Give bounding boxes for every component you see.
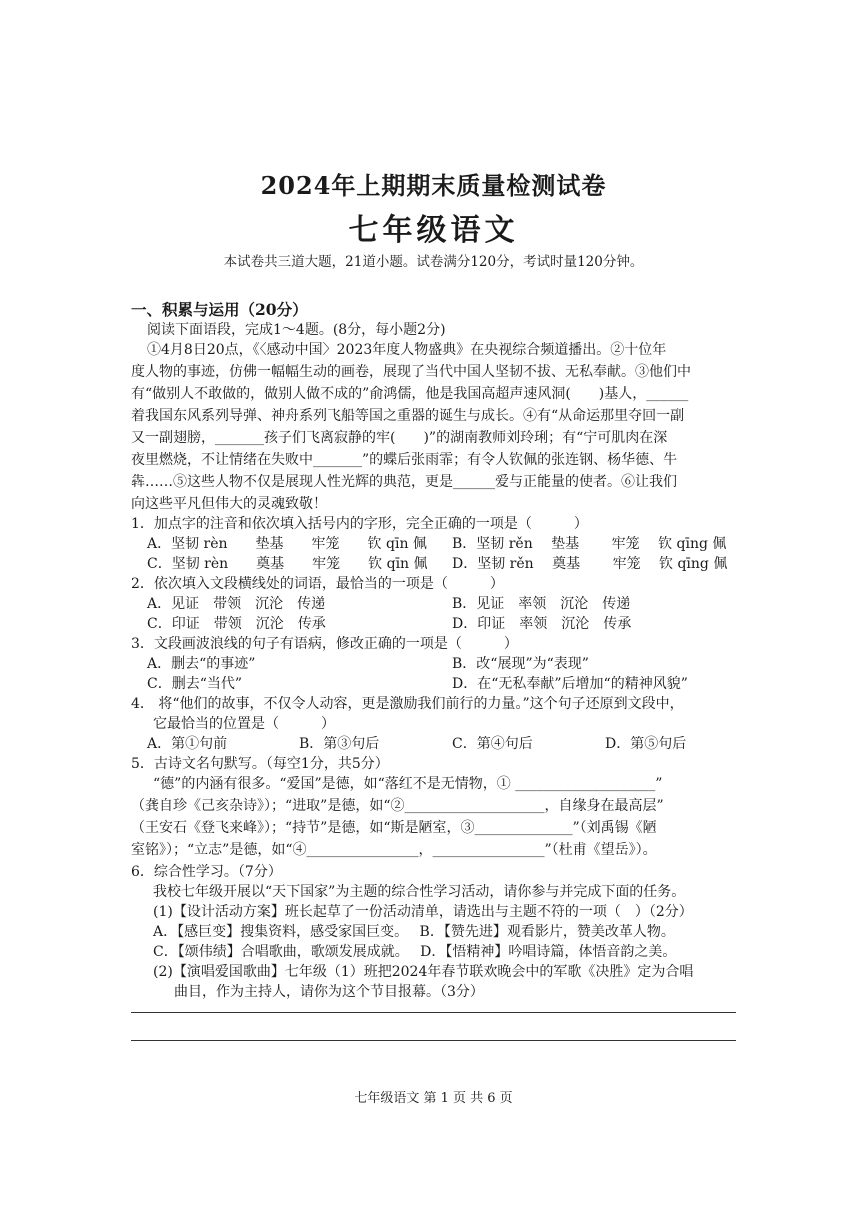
q6-options-ab: A．【感巨变】搜集资料，感受家国巨变。 B．【赞先进】观看影片，赞美改革人物。 [153, 924, 675, 940]
q4-option-b: B．第③句后 [299, 736, 380, 752]
passage-line: 犇……⑤这些人物不仅是展现人性光辉的典范，更是______爱与正能量的使者。⑥让我们 [131, 474, 677, 490]
q6-task-2-cont: 曲目，作为主持人，请你为这个节目报幕。（3分） [174, 984, 484, 1000]
passage-line: 有“做别人不敢做的，做别人做不成的”俞鸿儒，他是我国高超声速风洞( )基人，______ [131, 386, 689, 402]
passage-line: 夜里燃烧，不让情绪在失败中_______”的蝶后张雨霏；有令人钦佩的张连钢、杨华德、牛 [131, 452, 678, 468]
q6-task-2: (2)【演唱爱国歌曲】七年级（1）班把2024年春节联欢晚会中的军歌《决胜》定为合唱 [153, 964, 694, 980]
exam-title: 2024年上期期末质量检测试卷 [260, 171, 607, 200]
q3-option-c: C．删去“当代” [147, 676, 243, 692]
q4-option-d: D．第⑤句后 [605, 736, 687, 752]
q3-option-b: B．改“展现”为“表现” [452, 656, 589, 672]
q3-option-d: D．在“无私奉献”后增加“的精神风貌” [452, 676, 688, 692]
q5-line: 室铭》）；“立志”是德，如“④________________，________________”（杜甫《望岳》）。 [131, 842, 657, 858]
question-6-stem: 6．综合性学习。（7分） [131, 864, 282, 880]
q5-line: （龚自珍《己亥杂诗》）；“进取”是德，如“②____________________，自缘身在最高层” [131, 798, 664, 814]
passage-line: 着我国东风系列导弹、神舟系列飞船等国之重器的诞生与成长。④有“从命运那里夺回一副 [131, 408, 685, 424]
q4-option-a: A．第①句前 [147, 736, 228, 752]
q1-option-c: C．坚韧 rèn 奠基 牢笼 钦 qīn 佩 [147, 556, 428, 572]
passage-line: 度人物的事迹，仿佛一幅幅生动的画卷，展现了当代中国人坚韧不拔、无私奉献。③他们中 [131, 364, 691, 380]
question-1-stem: 1．加点字的注音和依次填入括号内的字形，完全正确的一项是（ ） [131, 516, 588, 532]
q2-option-b: B．见证 率领 沉沦 传递 [452, 596, 631, 612]
q2-option-c: C．印证 带领 沉沦 传承 [147, 616, 326, 632]
q5-line: （王安石《登飞来峰》）；“持节”是德，如“斯是陋室，③______________”（刘禹锡《陋 [131, 820, 657, 836]
passage-line: 向这些平凡但伟大的灵魂致敬！ [131, 496, 327, 512]
exam-subject: 七年级语文 [348, 213, 519, 248]
section-heading: 一、积累与运用（20分） [131, 300, 308, 319]
q6-options-cd: C．【颂伟绩】合唱歌曲，歌颂发展成就。 D．【悟精神】吟唱诗篇，体悟音韵之美。 [153, 944, 677, 960]
answer-line[interactable] [131, 1012, 736, 1013]
section-instruction: 阅读下面语段，完成1～4题。(8分，每小题2分) [147, 322, 446, 338]
passage-line: ①4月8日20点，《〈感动中国〉2023年度人物盛典》在央视综合频道播出。②十位年 [147, 342, 667, 358]
exam-intro: 本试卷共三道大题，21道小题。试卷满分120分，考试时量120分钟。 [223, 254, 644, 270]
q6-task-1: (1)【设计活动方案】班长起草了一份活动清单，请选出与主题不符的一项（ ）（2分） [153, 904, 693, 920]
passage-line: 又一副翅膀，_______孩子们飞离寂静的牢( )”的湖南教师刘玲琍；有“宁可肌肉在深 [131, 430, 668, 446]
q1-option-b: B．坚韧 rěn 垫基 牢笼 钦 qīng 佩 [452, 536, 727, 552]
question-4-stem: 4． 将“他们的故事，不仅令人动容，更是激励我们前行的力量。”这个句子还原到文段中， [131, 696, 684, 712]
page-footer: 七年级语文 第 1 页 共 6 页 [354, 1091, 513, 1106]
question-4-stem-cont: 它最恰当的位置是（ ） [153, 716, 335, 732]
q2-option-a: A．见证 带领 沉沦 传递 [147, 596, 326, 612]
answer-line[interactable] [131, 1040, 736, 1041]
q3-option-a: A．删去“的事迹” [147, 656, 256, 672]
q1-option-d: D．坚韧 rěn 奠基 牢笼 钦 qīng 佩 [452, 556, 728, 572]
q6-intro: 我校七年级开展以“天下国家”为主题的综合性学习活动，请你参与并完成下面的任务。 [153, 884, 686, 900]
q1-option-a: A．坚韧 rèn 垫基 牢笼 钦 qīn 佩 [147, 536, 427, 552]
question-5-stem: 5．古诗文名句默写。（每空1分，共5分） [131, 756, 389, 772]
question-2-stem: 2．依次填入文段横线处的词语，最恰当的一项是（ ） [131, 576, 504, 592]
q2-option-d: D．印证 率领 沉沦 传承 [452, 616, 632, 632]
question-3-stem: 3．文段画波浪线的句子有语病，修改正确的一项是（ ） [131, 636, 518, 652]
q5-line: “德”的内涵有很多。“爱国”是德，如“落红不是无情物，① ____________________” [153, 776, 663, 792]
q4-option-c: C．第④句后 [452, 736, 533, 752]
